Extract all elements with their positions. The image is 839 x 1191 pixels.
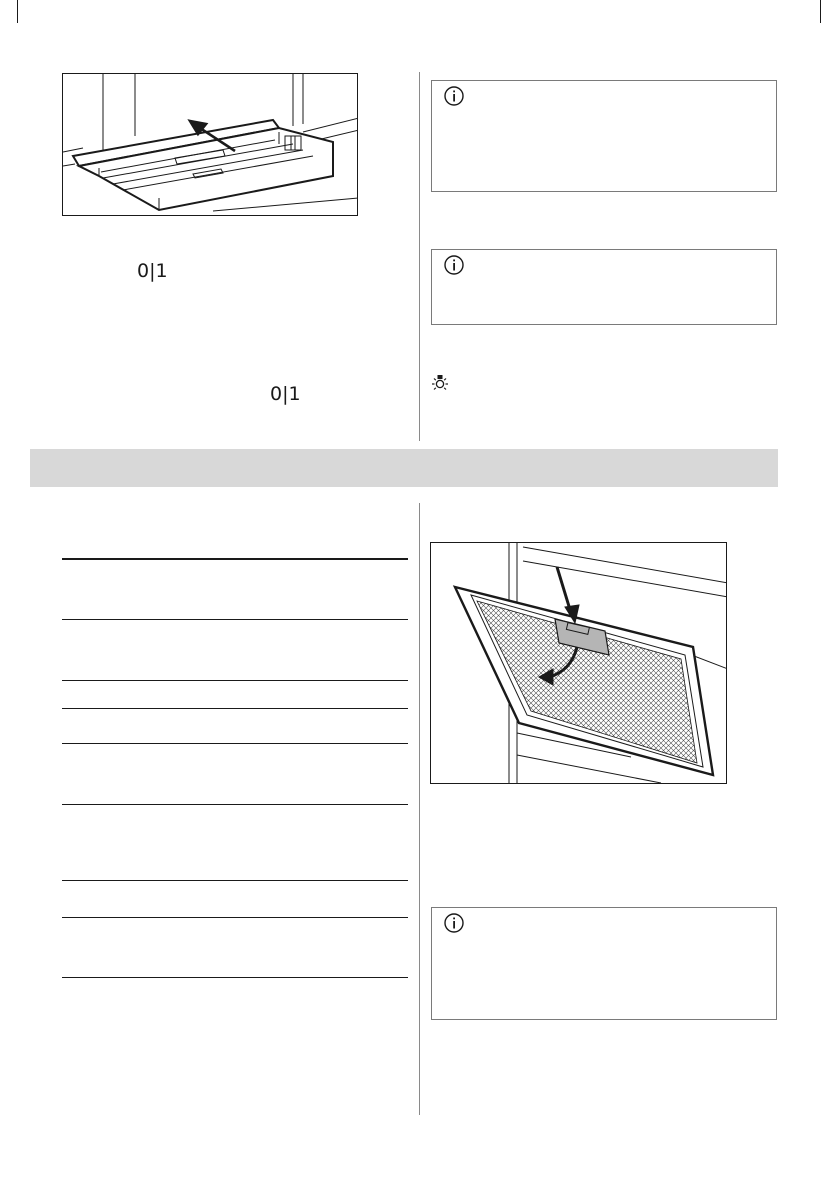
- note-box-1: [431, 80, 777, 192]
- info-icon: [444, 86, 464, 106]
- table-row-divider: [62, 917, 408, 918]
- crop-mark-right: [820, 0, 821, 23]
- hood-illustration: [63, 74, 358, 216]
- table-rule-header: [62, 558, 408, 560]
- column-divider-top: [419, 72, 420, 441]
- note-box-2: [431, 249, 777, 325]
- figure-filter-removal: [430, 542, 727, 784]
- power-symbol-2: 0|1: [270, 383, 301, 405]
- table-row-divider: [62, 880, 408, 881]
- table-row-divider: [62, 977, 408, 978]
- light-bulb-icon: [430, 374, 450, 394]
- table-row-divider: [62, 708, 408, 709]
- table-row-divider: [62, 680, 408, 681]
- note-box-3: [431, 907, 777, 1020]
- section-heading-band: [30, 449, 778, 487]
- info-icon: [444, 255, 464, 275]
- info-icon: [444, 913, 464, 933]
- table-row-divider: [62, 743, 408, 744]
- table-row-divider: [62, 804, 408, 805]
- table-row-divider: [62, 619, 408, 620]
- filter-illustration: [431, 543, 727, 784]
- column-divider-bottom: [419, 503, 420, 1115]
- power-symbol-1: 0|1: [137, 260, 168, 282]
- figure-hood-pull-out: [62, 73, 358, 216]
- crop-mark-left: [17, 0, 18, 23]
